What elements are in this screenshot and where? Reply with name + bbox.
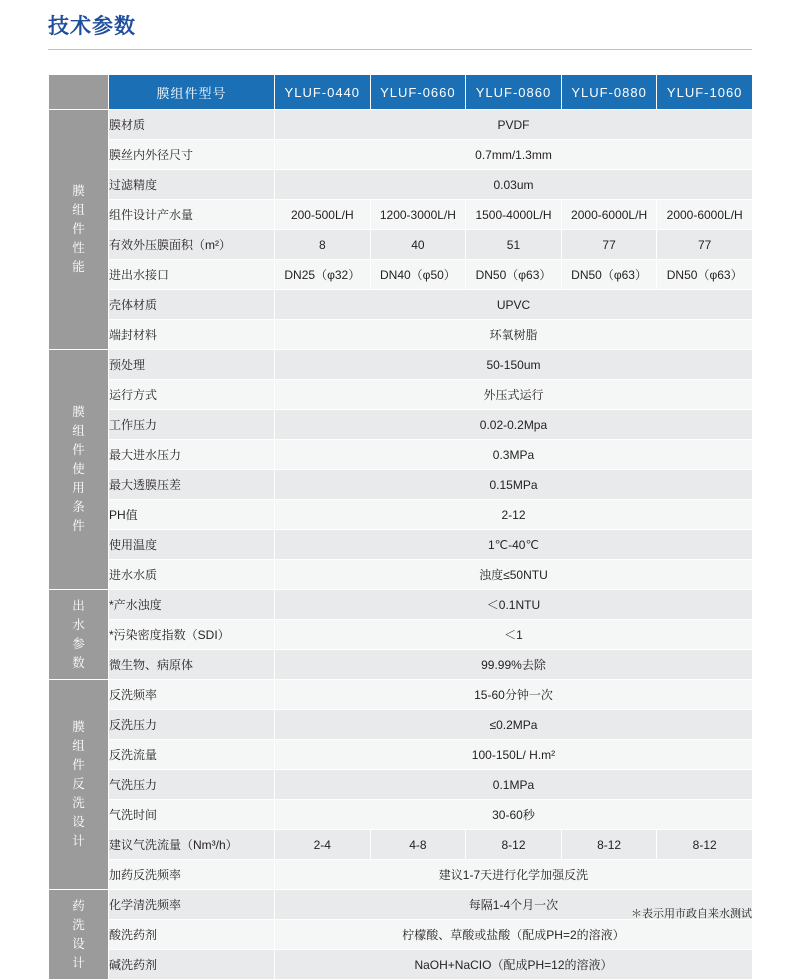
- group-char: 药: [72, 898, 85, 913]
- row-label: 组件设计产水量: [109, 200, 275, 230]
- table-row: [49, 530, 753, 560]
- group-char: 使: [72, 462, 85, 476]
- table-row: [49, 200, 753, 230]
- specification-table: [48, 74, 753, 980]
- row-value: 15-60分钟一次: [275, 680, 753, 710]
- table-row: [49, 590, 753, 620]
- group-char: 参: [72, 636, 85, 651]
- row-label: 工作压力: [109, 410, 275, 440]
- row-value: 30-60秒: [275, 800, 753, 830]
- group-char: 设: [72, 936, 85, 951]
- row-label: 最大透膜压差: [109, 470, 275, 500]
- table-row: [49, 260, 753, 290]
- group-char: 反: [72, 777, 85, 791]
- row-value: 0.15MPa: [275, 470, 753, 500]
- table-row: [49, 650, 753, 680]
- group-char: 计: [72, 955, 85, 970]
- row-label: 反洗流量: [109, 740, 275, 770]
- group-label-4: [49, 890, 109, 980]
- table-row: [49, 950, 753, 980]
- row-value: 柠檬酸、草酸或盐酸（配成PH=2的溶液）: [275, 920, 753, 950]
- group-char: 条: [72, 500, 85, 514]
- table-header-row: [49, 75, 753, 110]
- row-value: 100-150L/ H.m²: [275, 740, 753, 770]
- row-value: 0.1MPa: [275, 770, 753, 800]
- header-model-label: 膜组件型号: [109, 75, 275, 110]
- group-char: 水: [72, 617, 85, 632]
- row-value: 2-12: [275, 500, 753, 530]
- row-value-1: 200-500L/H: [275, 200, 371, 230]
- row-label: 端封材料: [109, 320, 275, 350]
- row-label: 微生物、病原体: [109, 650, 275, 680]
- row-value: 1℃-40℃: [275, 530, 753, 560]
- row-value: ＜0.1NTU: [275, 590, 753, 620]
- table-row: [49, 710, 753, 740]
- group-char: 洗: [72, 917, 85, 932]
- row-label: *污染密度指数（SDI）: [109, 620, 275, 650]
- group-char: 设: [72, 815, 85, 829]
- row-value-4: 77: [561, 230, 657, 260]
- table-row: [49, 320, 753, 350]
- row-value-1: 8: [275, 230, 371, 260]
- group-char: 能: [72, 260, 85, 274]
- table-row: [49, 290, 753, 320]
- table-row: [49, 170, 753, 200]
- row-value-3: 8-12: [466, 830, 562, 860]
- group-char: 件: [72, 758, 85, 772]
- row-label: 反洗压力: [109, 710, 275, 740]
- table-row: [49, 410, 753, 440]
- group-label-1: [49, 350, 109, 590]
- row-value: PVDF: [275, 110, 753, 140]
- header-model-1: YLUF-0440: [275, 75, 371, 110]
- group-char: 出: [72, 598, 85, 613]
- row-label: 酸洗药剂: [109, 920, 275, 950]
- row-value-1: 2-4: [275, 830, 371, 860]
- table-row: [49, 440, 753, 470]
- row-label: 气洗压力: [109, 770, 275, 800]
- row-label: 预处理: [109, 350, 275, 380]
- row-value: 环氧树脂: [275, 320, 753, 350]
- row-value-5: 77: [657, 230, 753, 260]
- page-title-block: [48, 10, 752, 48]
- row-value-2: 40: [370, 230, 466, 260]
- header-model-5: YLUF-1060: [657, 75, 753, 110]
- table-row: [49, 770, 753, 800]
- row-value-2: 1200-3000L/H: [370, 200, 466, 230]
- table-row: [49, 350, 753, 380]
- row-label: PH值: [109, 500, 275, 530]
- row-value: 浊度≤50NTU: [275, 560, 753, 590]
- group-char: 性: [72, 241, 85, 255]
- row-value: 0.3MPa: [275, 440, 753, 470]
- row-label: 加药反洗频率: [109, 860, 275, 890]
- row-value-4: 8-12: [561, 830, 657, 860]
- group-char: 组: [72, 424, 85, 438]
- table-footnote: ＊表示用市政自来水测试: [631, 908, 752, 920]
- row-value-3: DN50（φ63）: [466, 260, 562, 290]
- row-value-3: 51: [466, 230, 562, 260]
- group-char: 膜: [72, 405, 85, 419]
- table-body: [49, 75, 753, 980]
- row-label: 进出水接口: [109, 260, 275, 290]
- group-char: 组: [72, 739, 85, 753]
- group-char: 膜: [72, 184, 85, 198]
- row-label: *产水浊度: [109, 590, 275, 620]
- table-row: [49, 500, 753, 530]
- group-char: 组: [72, 203, 85, 217]
- row-label: 最大进水压力: [109, 440, 275, 470]
- table-row: [49, 470, 753, 500]
- row-label: 有效外压膜面积（m²）: [109, 230, 275, 260]
- row-label: 膜丝内外径尺寸: [109, 140, 275, 170]
- group-char: 件: [72, 519, 85, 533]
- row-value: 外压式运行: [275, 380, 753, 410]
- group-char: 洗: [72, 796, 85, 810]
- row-value-3: 1500-4000L/H: [466, 200, 562, 230]
- row-label: 进水水质: [109, 560, 275, 590]
- group-char: 件: [72, 222, 85, 236]
- row-label: 建议气洗流量（Nm³/h）: [109, 830, 275, 860]
- table-row: [49, 740, 753, 770]
- table-row: [49, 620, 753, 650]
- row-value-4: DN50（φ63）: [561, 260, 657, 290]
- table-row: [49, 680, 753, 710]
- row-value: 99.99%去除: [275, 650, 753, 680]
- row-value: 每隔1-4个月一次: [275, 890, 753, 920]
- row-value: NaOH+NaCIO（配成PH=12的溶液）: [275, 950, 753, 980]
- row-label: 碱洗药剂: [109, 950, 275, 980]
- table-row: [49, 800, 753, 830]
- row-label: 膜材质: [109, 110, 275, 140]
- group-char: 计: [72, 834, 85, 848]
- row-value-5: 8-12: [657, 830, 753, 860]
- row-value: 0.02-0.2Mpa: [275, 410, 753, 440]
- group-char: 用: [72, 481, 85, 495]
- row-value: 0.03um: [275, 170, 753, 200]
- group-label-0: [49, 110, 109, 350]
- row-label: 运行方式: [109, 380, 275, 410]
- row-label: 使用温度: [109, 530, 275, 560]
- row-label: 壳体材质: [109, 290, 275, 320]
- row-value: 0.7mm/1.3mm: [275, 140, 753, 170]
- table-row: [49, 110, 753, 140]
- header-model-3: YLUF-0860: [466, 75, 562, 110]
- row-value: UPVC: [275, 290, 753, 320]
- table-row: [49, 830, 753, 860]
- table-row: [49, 230, 753, 260]
- row-value-2: DN40（φ50）: [370, 260, 466, 290]
- row-value-2: 4-8: [370, 830, 466, 860]
- table-row: [49, 140, 753, 170]
- row-value: ≤0.2MPa: [275, 710, 753, 740]
- row-value: 建议1-7天进行化学加强反洗: [275, 860, 753, 890]
- header-model-2: YLUF-0660: [370, 75, 466, 110]
- table-row: [49, 560, 753, 590]
- table-row: [49, 380, 753, 410]
- row-label: 过滤精度: [109, 170, 275, 200]
- row-label: 气洗时间: [109, 800, 275, 830]
- group-char: 膜: [72, 720, 85, 734]
- group-label-2: [49, 590, 109, 680]
- table-row: [49, 860, 753, 890]
- row-value-4: 2000-6000L/H: [561, 200, 657, 230]
- group-char: 数: [72, 655, 85, 670]
- header-group-blank: [49, 75, 109, 110]
- row-label: 反洗频率: [109, 680, 275, 710]
- group-char: 件: [72, 443, 85, 457]
- header-model-4: YLUF-0880: [561, 75, 657, 110]
- page-title: 技术参数: [48, 15, 136, 38]
- group-label-3: [49, 680, 109, 890]
- title-divider: [48, 49, 752, 50]
- row-label: 化学清洗频率: [109, 890, 275, 920]
- row-value: ＜1: [275, 620, 753, 650]
- row-value-5: DN50（φ63）: [657, 260, 753, 290]
- row-value: 50-150um: [275, 350, 753, 380]
- row-value-1: DN25（φ32）: [275, 260, 371, 290]
- row-value-5: 2000-6000L/H: [657, 200, 753, 230]
- table-row: [49, 920, 753, 950]
